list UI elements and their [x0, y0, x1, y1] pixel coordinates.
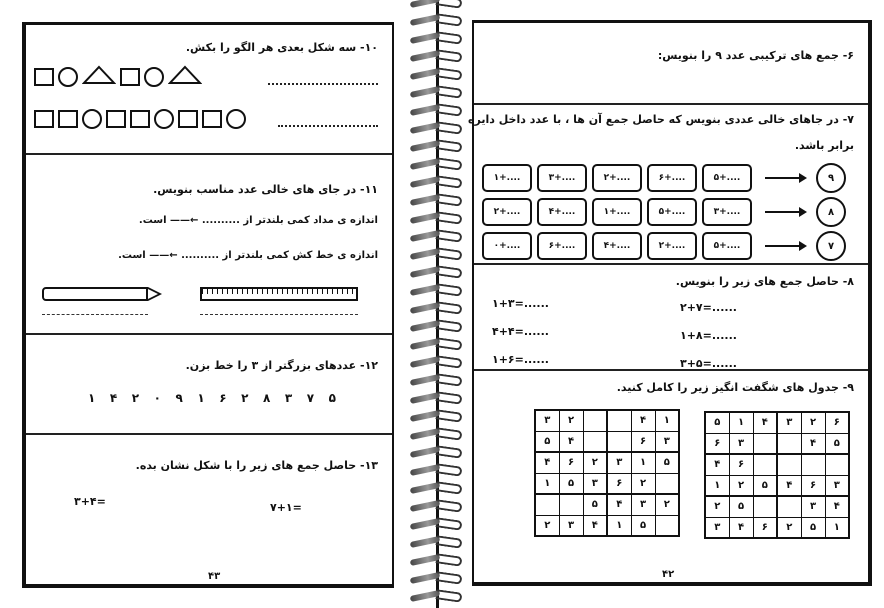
sudoku-given-cell: ۳ [631, 494, 655, 515]
q8-eq-left-2[interactable]: ۴+۴=...... [492, 325, 549, 338]
sudoku-given-cell: ۴ [583, 515, 607, 536]
circle-shape-icon [226, 109, 246, 129]
spiral-coil [410, 500, 462, 512]
sudoku-empty-cell[interactable] [559, 494, 583, 515]
arrow-right-icon [765, 211, 805, 213]
q7-addend-box[interactable]: ۱+.... [592, 198, 642, 226]
question-13 [26, 435, 392, 585]
sudoku-given-cell: ۵ [705, 412, 729, 433]
spiral-coil [410, 50, 462, 62]
sudoku-given-cell: ۴ [631, 410, 655, 431]
spiral-coil [410, 140, 462, 152]
q12-number[interactable]: ۵ [328, 391, 336, 405]
q11-ruler-sentence[interactable]: اندازه ی خط کش کمی بلندتر از .......... ←—— است. [118, 250, 378, 261]
spiral-coil [410, 446, 462, 458]
q11-title: ۱۱- در جای های خالی عدد مناسب بنویس. [153, 183, 378, 196]
sudoku-row [705, 517, 849, 538]
sudoku-empty-cell[interactable] [801, 454, 825, 475]
sudoku-empty-cell[interactable] [753, 433, 777, 454]
spiral-coil [410, 356, 462, 368]
q7-addend-box[interactable]: ۱+.... [482, 164, 532, 192]
right-page [467, 20, 872, 586]
square-shape-icon [178, 110, 198, 128]
sudoku-row [535, 494, 679, 515]
sudoku-given-cell: ۳ [729, 433, 753, 454]
sudoku-given-cell: ۴ [607, 494, 631, 515]
sudoku-given-cell: ۶ [607, 473, 631, 494]
q7-addend-box[interactable]: ۲+.... [647, 232, 697, 260]
square-shape-icon [202, 110, 222, 128]
sudoku-given-cell: ۳ [825, 475, 849, 496]
square-shape-icon [130, 110, 150, 128]
q7-addend-box[interactable]: ۶+.... [537, 232, 587, 260]
sudoku-row [535, 431, 679, 452]
spiral-binding [398, 0, 468, 608]
sudoku-empty-cell[interactable] [825, 454, 849, 475]
sudoku-given-cell: ۶ [631, 431, 655, 452]
sudoku-given-cell: ۳ [535, 410, 559, 431]
question-10 [26, 25, 392, 155]
q10-answer-line-1[interactable] [268, 83, 378, 85]
sudoku-given-cell: ۱ [655, 410, 679, 431]
sudoku-given-cell: ۲ [705, 496, 729, 517]
q6-title: ۶- جمع های ترکیبی عدد ۹ را بنویس: [657, 49, 854, 62]
sudoku-given-cell: ۴ [705, 454, 729, 475]
spiral-coil [410, 266, 462, 278]
sudoku-given-cell: ۶ [705, 433, 729, 454]
sudoku-given-cell: ۲ [583, 452, 607, 473]
sudoku-given-cell: ۵ [753, 475, 777, 496]
square-shape-icon [34, 110, 54, 128]
q11-pencil-sentence[interactable]: اندازه ی مداد کمی بلندتر از .......... ←—— است. [138, 215, 378, 226]
ruler-measure-arrows [200, 313, 358, 315]
sudoku-given-cell: ۳ [607, 452, 631, 473]
q9-title: ۹- جدول های شگفت انگیز زیر را کامل کنید. [616, 381, 854, 394]
sudoku-given-cell: ۵ [825, 433, 849, 454]
sudoku-given-cell: ۱ [705, 475, 729, 496]
q7-addend-box[interactable]: ۳+.... [537, 164, 587, 192]
sudoku-grid-left [534, 409, 680, 537]
q7-target-circle: ۹ [816, 163, 846, 193]
q7-addend-box[interactable]: ۵+.... [702, 164, 752, 192]
sudoku-empty-cell[interactable] [777, 454, 801, 475]
spiral-coil [410, 212, 462, 224]
ruler-icon [200, 287, 358, 301]
sudoku-given-cell: ۴ [777, 475, 801, 496]
spiral-coil [410, 572, 462, 584]
q8-eq-left-1[interactable]: ۱+۳=...... [492, 297, 549, 310]
sudoku-empty-cell[interactable] [607, 410, 631, 431]
sudoku-given-cell: ۲ [801, 412, 825, 433]
q7-target-circle: ۸ [816, 197, 846, 227]
q8-eq-right-1[interactable]: ۲+۷=...... [680, 301, 737, 314]
sudoku-given-cell: ۲ [559, 410, 583, 431]
sudoku-row [705, 475, 849, 496]
sudoku-given-cell: ۴ [559, 431, 583, 452]
q8-eq-right-2[interactable]: ۱+۸=...... [680, 329, 737, 342]
spiral-coil [410, 14, 462, 26]
q13-equation-right: ۷+۱= [270, 501, 302, 514]
spiral-coil [410, 176, 462, 188]
sudoku-given-cell: ۴ [801, 433, 825, 454]
q7-target-circle: ۷ [816, 231, 846, 261]
question-6 [474, 23, 868, 105]
q12-number[interactable]: ۶ [219, 391, 227, 405]
spiral-coil [410, 0, 462, 8]
spiral-coil [410, 464, 462, 476]
question-8 [474, 265, 868, 371]
sudoku-row [705, 454, 849, 475]
spiral-coil [410, 410, 462, 422]
spiral-coil [410, 536, 462, 548]
spiral-coil [410, 68, 462, 80]
sudoku-given-cell: ۳ [559, 515, 583, 536]
sudoku-given-cell: ۵ [583, 494, 607, 515]
sudoku-given-cell: ۱ [607, 515, 631, 536]
sudoku-given-cell: ۱ [729, 412, 753, 433]
sudoku-given-cell: ۲ [777, 517, 801, 538]
q7-row [482, 163, 846, 193]
sudoku-given-cell: ۳ [801, 496, 825, 517]
sudoku-given-cell: ۴ [753, 412, 777, 433]
question-11 [26, 155, 392, 335]
spiral-coil [410, 194, 462, 206]
q8-eq-right-3[interactable]: ۳+۵=...... [680, 357, 737, 370]
sudoku-empty-cell[interactable] [583, 431, 607, 452]
sudoku-empty-cell[interactable] [655, 473, 679, 494]
sudoku-given-cell: ۳ [705, 517, 729, 538]
spiral-coil [410, 518, 462, 530]
spiral-coil [410, 428, 462, 440]
sudoku-given-cell: ۳ [777, 412, 801, 433]
circle-shape-icon [58, 67, 78, 87]
spiral-coil [410, 86, 462, 98]
triangle-shape-icon [82, 65, 116, 89]
q10-pattern-2 [34, 109, 246, 129]
sudoku-empty-cell[interactable] [607, 431, 631, 452]
sudoku-row [535, 473, 679, 494]
sudoku-empty-cell[interactable] [753, 496, 777, 517]
q12-title: ۱۲- عددهای بزرگتر از ۳ را خط بزن. [185, 359, 378, 372]
spiral-coil [410, 554, 462, 566]
sudoku-given-cell: ۵ [535, 431, 559, 452]
square-shape-icon [34, 68, 54, 86]
q10-title: ۱۰- سه شکل بعدی هر الگو را بکش. [185, 41, 378, 54]
q12-number[interactable]: ۲ [241, 391, 249, 405]
sudoku-given-cell: ۵ [729, 496, 753, 517]
q12-number[interactable]: ۲ [131, 391, 140, 405]
q7-addend-box[interactable]: ۳+.... [702, 198, 752, 226]
square-shape-icon [120, 68, 140, 86]
spiral-coil [410, 392, 462, 404]
spiral-coil [410, 284, 462, 296]
q12-number[interactable]: ۳ [284, 391, 293, 405]
q7-title-line-1: ۷- در جاهای خالی عددی بنویس که حاصل جمع آن ها ، با عدد داخل دایره [467, 113, 854, 126]
sudoku-given-cell: ۶ [801, 475, 825, 496]
spiral-coil [410, 374, 462, 386]
q10-answer-line-2[interactable] [278, 125, 378, 127]
q12-number[interactable]: ۷ [306, 391, 315, 405]
q13-title: ۱۳- حاصل جمع های زیر را با شکل نشان بده. [135, 459, 378, 472]
q10-pattern-1 [34, 65, 202, 89]
spiral-coil [410, 338, 462, 350]
spiral-coil [410, 320, 462, 332]
sudoku-row [705, 433, 849, 454]
sudoku-given-cell: ۶ [825, 412, 849, 433]
sudoku-given-cell: ۱ [631, 452, 655, 473]
question-9 [474, 371, 868, 586]
q12-number[interactable]: ۱ [197, 391, 205, 405]
sudoku-given-cell: ۲ [535, 515, 559, 536]
page-number-43: ۴۳ [208, 571, 221, 582]
sudoku-given-cell: ۲ [729, 475, 753, 496]
spiral-coil [410, 230, 462, 242]
sudoku-given-cell: ۵ [801, 517, 825, 538]
sudoku-row [705, 496, 849, 517]
spiral-coil [410, 248, 462, 260]
sudoku-row [535, 515, 679, 536]
sudoku-empty-cell[interactable] [583, 410, 607, 431]
sudoku-given-cell: ۴ [535, 452, 559, 473]
square-shape-icon [106, 110, 126, 128]
spiral-coil [410, 302, 462, 314]
sudoku-empty-cell[interactable] [777, 433, 801, 454]
spiral-coil [410, 158, 462, 170]
spiral-coil [410, 590, 462, 602]
q7-addend-box[interactable]: ۴+.... [592, 232, 642, 260]
page-number-42: ۴۲ [662, 569, 675, 580]
circle-shape-icon [82, 109, 102, 129]
sudoku-given-cell: ۱ [825, 517, 849, 538]
circle-shape-icon [154, 109, 174, 129]
circle-shape-icon [144, 67, 164, 87]
sudoku-given-cell: ۶ [729, 454, 753, 475]
sudoku-row [705, 412, 849, 433]
q7-addend-box[interactable]: ۲+.... [482, 198, 532, 226]
pencil-measure-arrows [42, 313, 148, 315]
sudoku-given-cell: ۵ [631, 515, 655, 536]
q7-addend-box[interactable]: ۴+.... [537, 198, 587, 226]
q7-row [482, 197, 846, 227]
spiral-coil [410, 104, 462, 116]
q7-addend-box[interactable]: ۵+.... [702, 232, 752, 260]
q7-row [482, 231, 846, 261]
q12-number[interactable]: ۹ [175, 391, 183, 405]
q13-equation-left: ۳+۴= [74, 495, 106, 508]
q12-number[interactable]: ۸ [263, 391, 271, 405]
sudoku-given-cell: ۶ [753, 517, 777, 538]
sudoku-empty-cell[interactable] [655, 515, 679, 536]
square-shape-icon [58, 110, 78, 128]
left-page [22, 22, 394, 588]
sudoku-given-cell: ۴ [825, 496, 849, 517]
sudoku-given-cell: ۲ [655, 494, 679, 515]
sudoku-given-cell: ۵ [655, 452, 679, 473]
sudoku-row [535, 452, 679, 473]
q7-addend-box[interactable]: ۰+.... [482, 232, 532, 260]
q7-addend-box[interactable]: ۶+.... [647, 164, 697, 192]
spiral-coil [410, 122, 462, 134]
sudoku-row [535, 410, 679, 431]
q7-addend-box[interactable]: ۵+.... [647, 198, 697, 226]
arrow-right-icon [765, 245, 805, 247]
arrow-right-icon [765, 177, 805, 179]
sudoku-empty-cell[interactable] [753, 454, 777, 475]
pencil-icon [42, 287, 148, 301]
sudoku-given-cell: ۱ [535, 473, 559, 494]
q12-number[interactable]: ۱ [88, 391, 96, 405]
sudoku-given-cell: ۳ [655, 431, 679, 452]
q7-addend-box[interactable]: ۲+.... [592, 164, 642, 192]
sudoku-given-cell: ۲ [631, 473, 655, 494]
triangle-shape-icon [168, 65, 202, 89]
sudoku-empty-cell[interactable] [535, 494, 559, 515]
q7-title-line-2: برابر باشد. [794, 139, 854, 152]
question-12 [26, 335, 392, 435]
sudoku-given-cell: ۵ [559, 473, 583, 494]
sudoku-empty-cell[interactable] [777, 496, 801, 517]
spiral-coil [410, 482, 462, 494]
question-7 [467, 105, 868, 265]
sudoku-given-cell: ۶ [559, 452, 583, 473]
sudoku-given-cell: ۴ [729, 517, 753, 538]
q8-title: ۸- حاصل جمع های زیر را بنویس. [675, 275, 854, 288]
spiral-coil [410, 32, 462, 44]
q12-number-list [26, 391, 392, 405]
q8-eq-left-3[interactable]: ۱+۶=...... [492, 353, 549, 366]
q12-number[interactable]: ۰ [153, 391, 161, 405]
q12-number[interactable]: ۴ [109, 391, 118, 405]
sudoku-given-cell: ۳ [583, 473, 607, 494]
sudoku-grid-right [704, 411, 850, 539]
